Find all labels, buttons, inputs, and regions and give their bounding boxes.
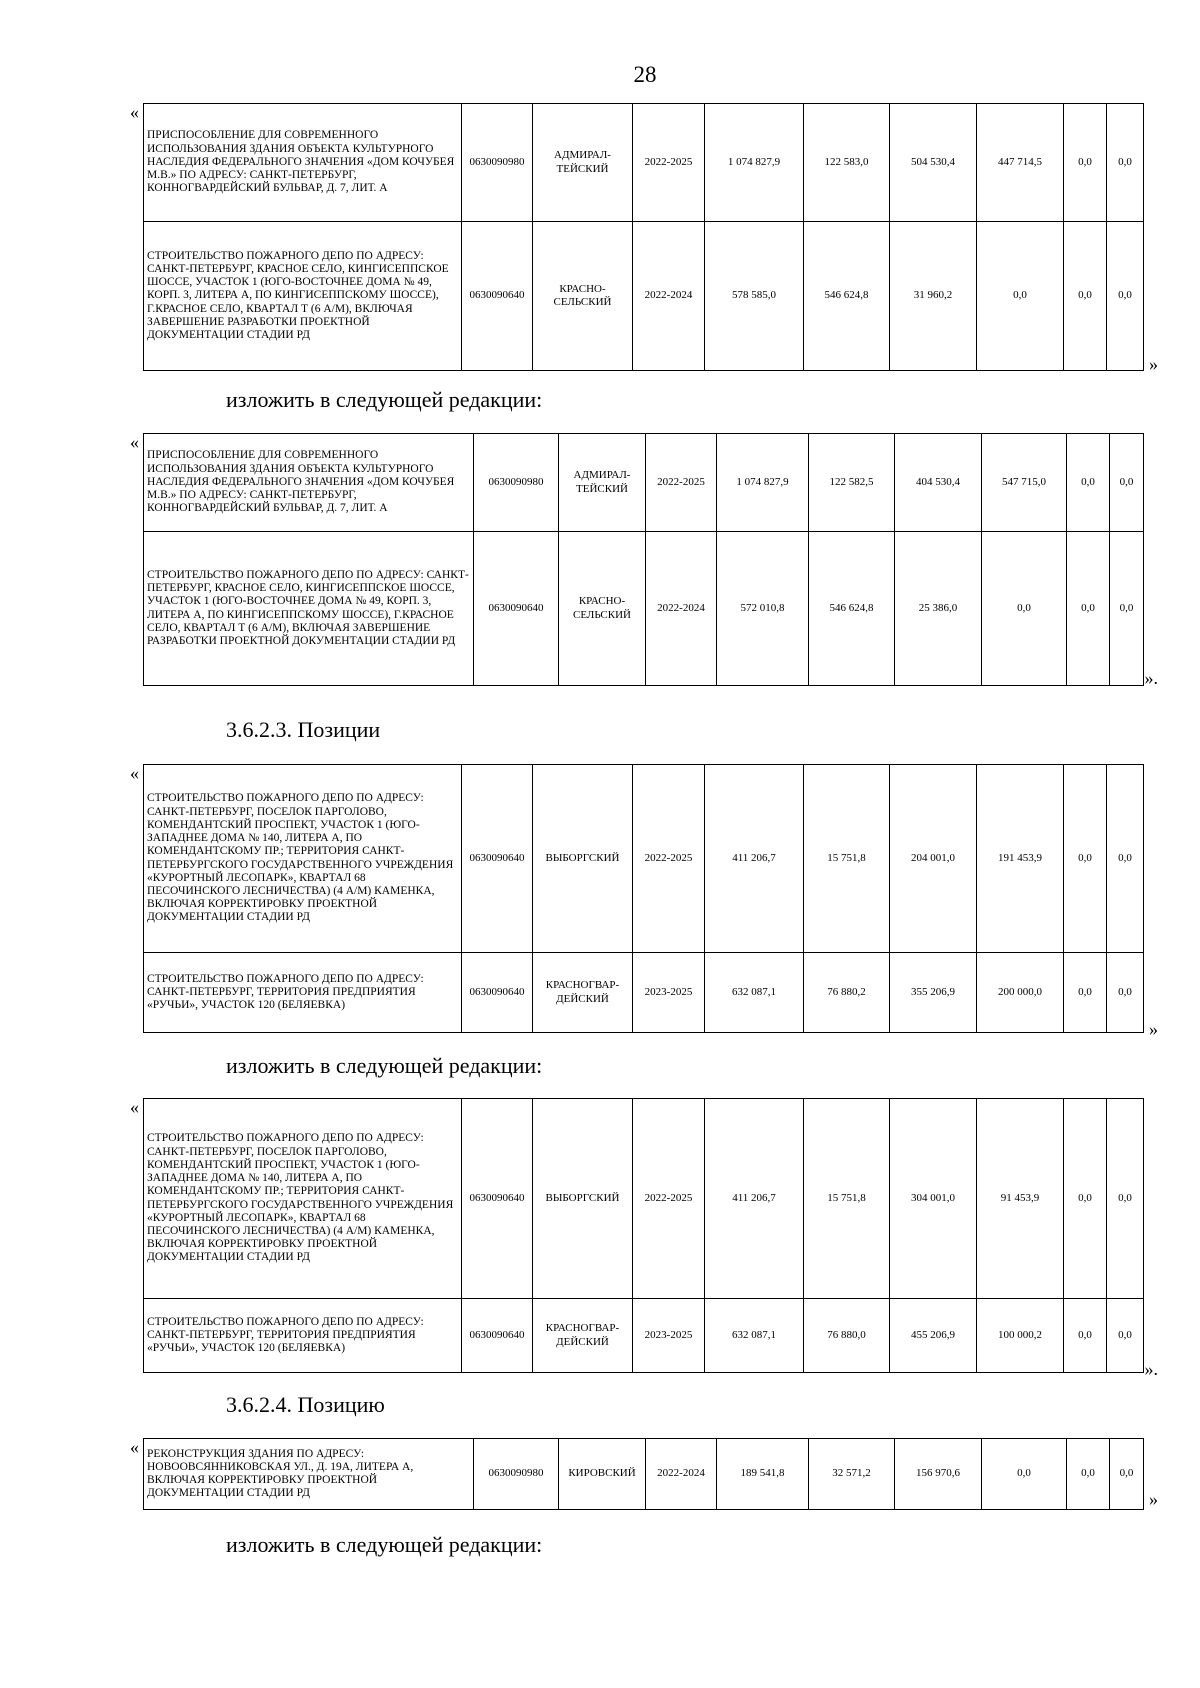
cell-value: 0,0	[1064, 104, 1107, 222]
cell-value: 32 571,2	[809, 1439, 895, 1510]
cell-value: 547 715,0	[982, 434, 1067, 532]
cell-total: 1 074 827,9	[717, 434, 809, 532]
cell-total: 411 206,7	[705, 765, 804, 953]
cell-value: 0,0	[1067, 434, 1110, 532]
cell-value: 25 386,0	[895, 532, 982, 686]
cell-period: 2022-2025	[633, 1099, 705, 1299]
cell-district: ВЫБОРГСКИЙ	[533, 765, 633, 953]
cell-total: 572 010,8	[717, 532, 809, 686]
quote-close: ».	[1144, 668, 1158, 688]
cell-total: 1 074 827,9	[705, 104, 804, 222]
cell-period: 2022-2025	[633, 104, 705, 222]
cell-period: 2022-2025	[646, 434, 717, 532]
table-row	[144, 1439, 1144, 1510]
cell-total: 411 206,7	[705, 1099, 804, 1299]
cell-code: 0630090980	[474, 1439, 559, 1510]
cell-district: КРАСНОГВАР-ДЕЙСКИЙ	[533, 1299, 633, 1373]
quote-open: «	[130, 1097, 139, 1117]
cell-code: 0630090640	[474, 532, 559, 686]
cell-value: 15 751,8	[804, 1099, 890, 1299]
table-row	[144, 434, 1144, 532]
cell-district: КРАСНО-СЕЛЬСКИЙ	[533, 222, 633, 371]
section-heading: 3.6.2.4. Позицию	[226, 1392, 385, 1417]
cell-district: АДМИРАЛ-ТЕЙСКИЙ	[533, 104, 633, 222]
cell-period: 2022-2024	[646, 1439, 717, 1510]
replace-phrase: изложить в следующей редакции:	[226, 1532, 543, 1557]
cell-total: 189 541,8	[717, 1439, 809, 1510]
cell-value: 404 530,4	[895, 434, 982, 532]
table-row	[144, 1299, 1144, 1373]
quote-open: «	[130, 1437, 139, 1457]
table-row	[144, 222, 1144, 371]
cell-name: ПРИСПОСОБЛЕНИЕ ДЛЯ СОВРЕМЕННОГО ИСПОЛЬЗОВАНИЯ ЗДАНИЯ ОБЪЕКТА КУЛЬТУРНОГО НАСЛЕДИЯ ФЕДЕРАЛЬНОГО ЗНАЧЕНИЯ «ДОМ КОЧУБЕЯ М.В.» ПО АДРЕСУ: САНКТ-ПЕТЕРБУРГ, КОННОГВАРДЕЙСКИЙ БУЛЬВАР, Д. 7, ЛИТ. А	[144, 104, 462, 222]
cell-value: 0,0	[982, 1439, 1067, 1510]
cell-value: 504 530,4	[890, 104, 977, 222]
cell-value: 76 880,0	[804, 1299, 890, 1373]
cell-value: 0,0	[1107, 1299, 1144, 1373]
cell-code: 0630090640	[462, 953, 533, 1033]
cell-value: 91 453,9	[977, 1099, 1064, 1299]
cell-value: 15 751,8	[804, 765, 890, 953]
cell-value: 0,0	[1107, 1099, 1144, 1299]
cell-value: 546 624,8	[809, 532, 895, 686]
cell-name: РЕКОНСТРУКЦИЯ ЗДАНИЯ ПО АДРЕСУ: НОВООВСЯННИКОВСКАЯ УЛ., Д. 19А, ЛИТЕРА А, ВКЛЮЧАЯ КОРРЕКТИРОВКУ ПРОЕКТНОЙ ДОКУМЕНТАЦИИ СТАДИИ РД	[144, 1439, 474, 1510]
cell-value: 0,0	[1064, 1299, 1107, 1373]
cell-code: 0630090640	[462, 1099, 533, 1299]
cell-value: 0,0	[1067, 1439, 1110, 1510]
cell-value: 100 000,2	[977, 1299, 1064, 1373]
cell-district: ВЫБОРГСКИЙ	[533, 1099, 633, 1299]
quote-close: »	[1149, 1019, 1158, 1039]
cell-district: КИРОВСКИЙ	[559, 1439, 646, 1510]
cell-value: 0,0	[982, 532, 1067, 686]
cell-value: 0,0	[1067, 532, 1110, 686]
table-block-3	[130, 763, 1158, 1039]
cell-value: 0,0	[1064, 765, 1107, 953]
table-block-5	[130, 1437, 1158, 1510]
quote-open: «	[130, 763, 139, 783]
cell-district: АДМИРАЛ-ТЕЙСКИЙ	[559, 434, 646, 532]
table-row	[144, 1099, 1144, 1299]
cell-code: 0630090640	[462, 765, 533, 953]
cell-district: КРАСНО-СЕЛЬСКИЙ	[559, 532, 646, 686]
cell-name: ПРИСПОСОБЛЕНИЕ ДЛЯ СОВРЕМЕННОГО ИСПОЛЬЗОВАНИЯ ЗДАНИЯ ОБЪЕКТА КУЛЬТУРНОГО НАСЛЕДИЯ ФЕДЕРАЛЬНОГО ЗНАЧЕНИЯ «ДОМ КОЧУБЕЯ М.В.» ПО АДРЕСУ: САНКТ-ПЕТЕРБУРГ, КОННОГВАРДЕЙСКИЙ БУЛЬВАР, Д. 7, ЛИТ. А	[144, 434, 474, 532]
cell-name: СТРОИТЕЛЬСТВО ПОЖАРНОГО ДЕПО ПО АДРЕСУ: САНКТ-ПЕТЕРБУРГ, ПОСЕЛОК ПАРГОЛОВО, КОМЕНДАНТСКИЙ ПРОСПЕКТ, УЧАСТОК 1 (ЮГО-ЗАПАДНЕЕ ДОМА № 140, ЛИТЕРА А, ПО КОМЕНДАНТСКОМУ ПР.; ТЕРРИТОРИЯ САНКТ-ПЕТЕРБУРГСКОГО ГОСУДАРСТВЕННОГО УЧРЕЖДЕНИЯ «КУРОРТНЫЙ ЛЕСОПАРК», КВАРТАЛ 68 ПЕСОЧИНСКОГО ЛЕСНИЧЕСТВА) (4 А/М) КАМЕНКА, ВКЛЮЧАЯ КОРРЕКТИРОВКУ ПРОЕКТНОЙ ДОКУМЕНТАЦИИ СТАДИИ РД	[144, 765, 462, 953]
cell-value: 191 453,9	[977, 765, 1064, 953]
table-2	[143, 433, 1144, 686]
cell-name: СТРОИТЕЛЬСТВО ПОЖАРНОГО ДЕПО ПО АДРЕСУ: САНКТ-ПЕТЕРБУРГ, КРАСНОЕ СЕЛО, КИНГИСЕППСКОЕ ШОССЕ, УЧАСТОК 1 (ЮГО-ВОСТОЧНЕЕ ДОМА № 49, КОРП. 3, ЛИТЕРА А, ПО КИНГИСЕППСКОМУ ШОССЕ), Г.КРАСНОЕ СЕЛО, КВАРТАЛ Т (6 А/М), ВКЛЮЧАЯ ЗАВЕРШЕНИЕ РАЗРАБОТКИ ПРОЕКТНОЙ ДОКУМЕНТАЦИИ СТАДИИ РД	[144, 532, 474, 686]
cell-value: 0,0	[977, 222, 1064, 371]
cell-name: СТРОИТЕЛЬСТВО ПОЖАРНОГО ДЕПО ПО АДРЕСУ: САНКТ-ПЕТЕРБУРГ, КРАСНОЕ СЕЛО, КИНГИСЕППСКОЕ ШОССЕ, УЧАСТОК 1 (ЮГО-ВОСТОЧНЕЕ ДОМА № 49, КОРП. 3, ЛИТЕРА А, ПО КИНГИСЕППСКОМУ ШОССЕ), Г.КРАСНОЕ СЕЛО, КВАРТАЛ Т (6 А/М), ВКЛЮЧАЯ ЗАВЕРШЕНИЕ РАЗРАБОТКИ ПРОЕКТНОЙ ДОКУМЕНТАЦИИ СТАДИИ РД	[144, 222, 462, 371]
cell-name: СТРОИТЕЛЬСТВО ПОЖАРНОГО ДЕПО ПО АДРЕСУ: САНКТ-ПЕТЕРБУРГ, ТЕРРИТОРИЯ ПРЕДПРИЯТИЯ «РУЧЬИ», УЧАСТОК 120 (БЕЛЯЕВКА)	[144, 1299, 462, 1373]
cell-value: 0,0	[1110, 434, 1144, 532]
table-row	[144, 765, 1144, 953]
cell-value: 304 001,0	[890, 1099, 977, 1299]
table-row	[144, 532, 1144, 686]
cell-value: 200 000,0	[977, 953, 1064, 1033]
cell-value: 204 001,0	[890, 765, 977, 953]
cell-total: 578 585,0	[705, 222, 804, 371]
cell-period: 2023-2025	[633, 1299, 705, 1373]
cell-value: 31 960,2	[890, 222, 977, 371]
page-number: 28	[633, 62, 657, 87]
cell-code: 0630090640	[462, 222, 533, 371]
quote-open: «	[130, 432, 139, 452]
table-1	[143, 103, 1144, 371]
table-row	[144, 104, 1144, 222]
table-block-1	[130, 102, 1158, 374]
quote-open: «	[130, 102, 139, 122]
quote-close: »	[1149, 1489, 1158, 1509]
cell-value: 122 583,0	[804, 104, 890, 222]
cell-code: 0630090980	[462, 104, 533, 222]
cell-value: 0,0	[1064, 1099, 1107, 1299]
cell-value: 546 624,8	[804, 222, 890, 371]
cell-value: 0,0	[1107, 104, 1144, 222]
quote-close: ».	[1144, 1359, 1158, 1379]
cell-value: 0,0	[1107, 765, 1144, 953]
table-block-4	[130, 1097, 1158, 1379]
cell-value: 455 206,9	[890, 1299, 977, 1373]
cell-name: СТРОИТЕЛЬСТВО ПОЖАРНОГО ДЕПО ПО АДРЕСУ: САНКТ-ПЕТЕРБУРГ, ПОСЕЛОК ПАРГОЛОВО, КОМЕНДАНТСКИЙ ПРОСПЕКТ, УЧАСТОК 1 (ЮГО-ЗАПАДНЕЕ ДОМА № 140, ЛИТЕРА А, ПО КОМЕНДАНТСКОМУ ПР.; ТЕРРИТОРИЯ САНКТ-ПЕТЕРБУРГСКОГО ГОСУДАРСТВЕННОГО УЧРЕЖДЕНИЯ «КУРОРТНЫЙ ЛЕСОПАРК», КВАРТАЛ 68 ПЕСОЧИНСКОГО ЛЕСНИЧЕСТВА) (4 А/М) КАМЕНКА, ВКЛЮЧАЯ КОРРЕКТИРОВКУ ПРОЕКТНОЙ ДОКУМЕНТАЦИИ СТАДИИ РД	[144, 1099, 462, 1299]
table-5	[143, 1438, 1144, 1510]
cell-value: 0,0	[1064, 222, 1107, 371]
cell-value: 447 714,5	[977, 104, 1064, 222]
cell-value: 0,0	[1110, 532, 1144, 686]
cell-district: КРАСНОГВАР-ДЕЙСКИЙ	[533, 953, 633, 1033]
cell-period: 2022-2024	[646, 532, 717, 686]
cell-period: 2023-2025	[633, 953, 705, 1033]
replace-phrase: изложить в следующей редакции:	[226, 387, 543, 412]
cell-value: 0,0	[1064, 953, 1107, 1033]
cell-value: 122 582,5	[809, 434, 895, 532]
cell-name: СТРОИТЕЛЬСТВО ПОЖАРНОГО ДЕПО ПО АДРЕСУ: САНКТ-ПЕТЕРБУРГ, ТЕРРИТОРИЯ ПРЕДПРИЯТИЯ «РУЧЬИ», УЧАСТОК 120 (БЕЛЯЕВКА)	[144, 953, 462, 1033]
cell-total: 632 087,1	[705, 1299, 804, 1373]
cell-value: 76 880,2	[804, 953, 890, 1033]
cell-code: 0630090640	[462, 1299, 533, 1373]
quote-close: »	[1149, 354, 1158, 374]
cell-value: 0,0	[1110, 1439, 1144, 1510]
table-block-2	[130, 432, 1158, 688]
cell-code: 0630090980	[474, 434, 559, 532]
cell-period: 2022-2025	[633, 765, 705, 953]
cell-value: 156 970,6	[895, 1439, 982, 1510]
cell-total: 632 087,1	[705, 953, 804, 1033]
table-row	[144, 953, 1144, 1033]
cell-value: 0,0	[1107, 222, 1144, 371]
cell-value: 355 206,9	[890, 953, 977, 1033]
table-4	[143, 1098, 1144, 1373]
section-heading: 3.6.2.3. Позиции	[226, 717, 381, 742]
cell-value: 0,0	[1107, 953, 1144, 1033]
cell-period: 2022-2024	[633, 222, 705, 371]
replace-phrase: изложить в следующей редакции:	[226, 1053, 543, 1078]
table-3	[143, 764, 1144, 1033]
